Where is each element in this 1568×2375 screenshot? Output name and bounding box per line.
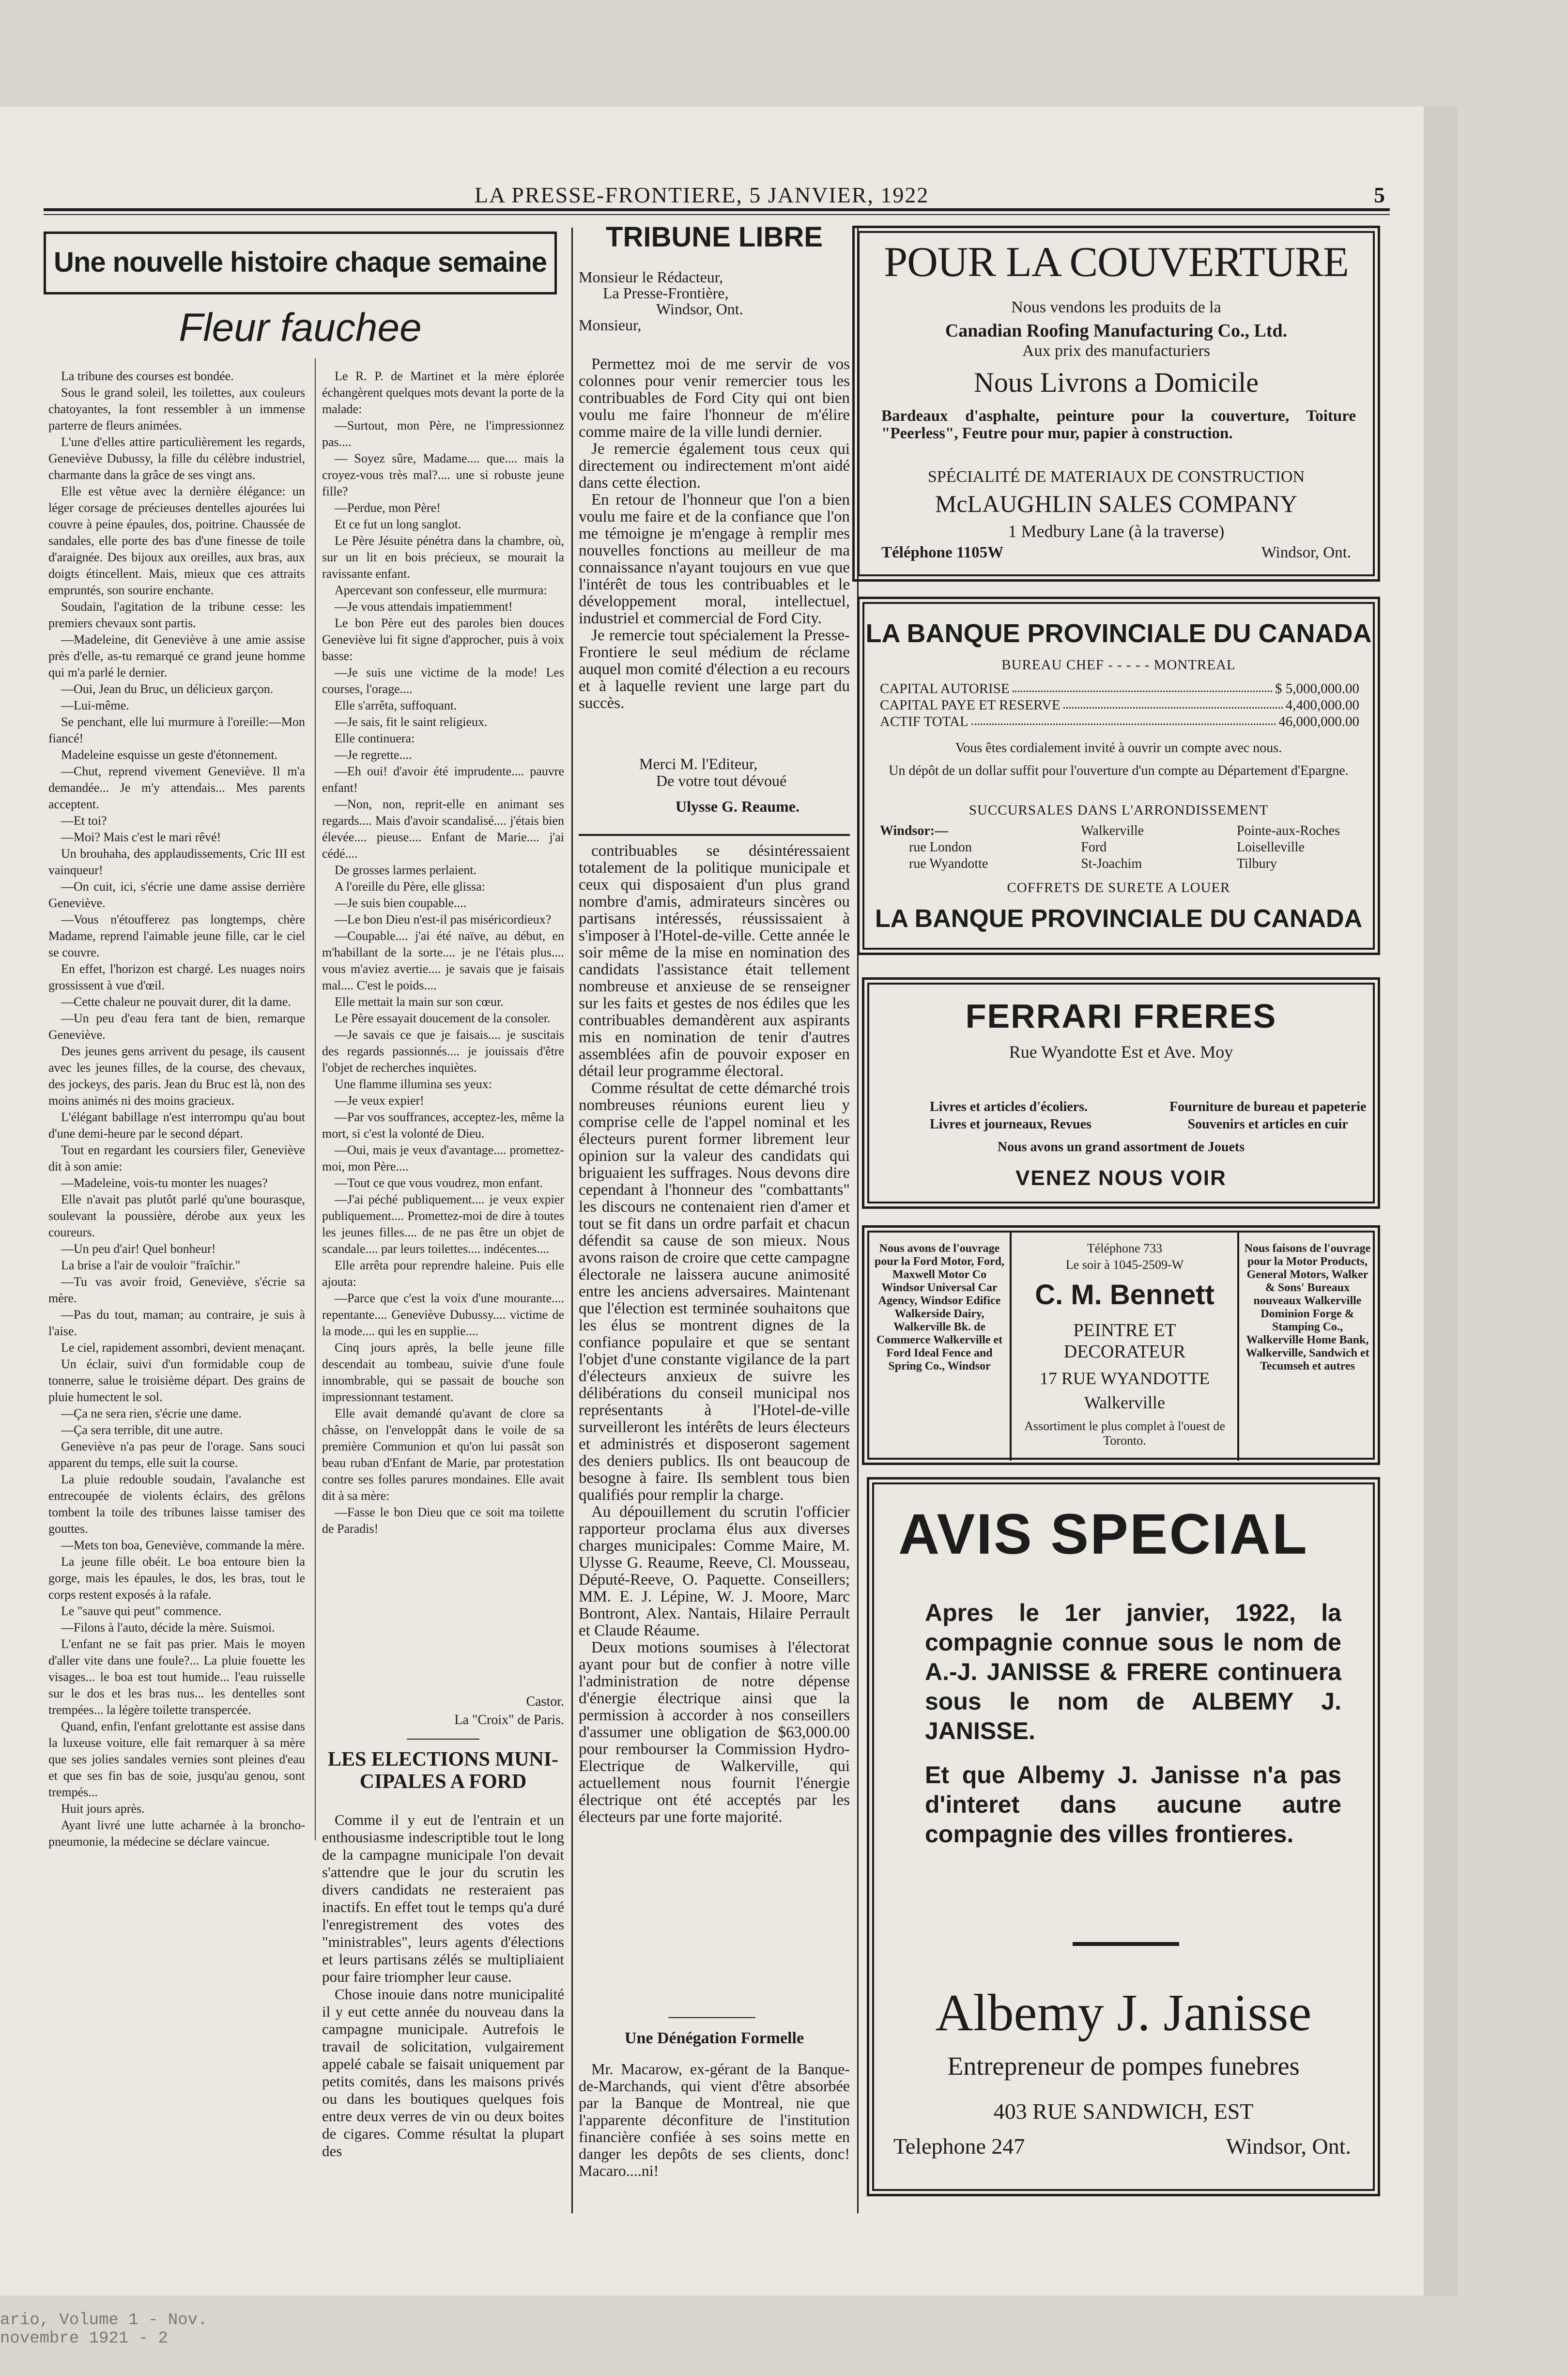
story-paragraph: —Mets ton boa, Geneviève, commande la mère. xyxy=(61,1538,305,1552)
figure-value: 4,400,000.00 xyxy=(1285,697,1359,713)
ferrari-cta: VENEZ NOUS VOIR xyxy=(1015,1166,1227,1190)
couverture-products: Bardeaux d'asphalte, peinture pour la couverture, Toiture "Peerless", Feutre pour mur, papier à construction. xyxy=(881,407,1356,442)
story-paragraph: —Je veux expier! xyxy=(335,1094,424,1108)
story-paragraph: —Coupable.... j'ai été naïve, au début, en m'habillant de la sorte.... je ne l'étais plus.... vous m'aviez avertie.... je savais que je faisais mal.... C'est le poids.... xyxy=(322,929,564,992)
closing-line: De votre tout dévoué xyxy=(656,772,787,789)
story-paragraph: L'une d'elles attire particulièrement les regards, Geneviève Dubussy, la fille du célèbre industriel, charmante dans la grâce de ses vingt ans. xyxy=(48,435,305,482)
story-paragraph: L'élégant babillage n'est interrompu qu'au bout d'une demi-heure par le second départ. xyxy=(48,1110,305,1141)
story-paragraph: A l'oreille du Père, elle glissa: xyxy=(335,879,485,894)
bennett-address: 17 RUE WYANDOTTE xyxy=(1039,1369,1210,1388)
tribune-letter xyxy=(579,356,850,782)
story-paragraph: Cinq jours après, la belle jeune fille descendait au tombeau, suivie d'une foule innombrable, qui se passait de bouche son impressionnant testament. xyxy=(322,1341,564,1404)
figure-label: ACTIF TOTAL xyxy=(880,714,968,729)
figure-value: $ 5,000,000.00 xyxy=(1275,681,1359,696)
story-paragraph: —Cette chaleur ne pouvait durer, dit la dame. xyxy=(61,995,291,1009)
couverture-city: Windsor, Ont. xyxy=(1261,544,1351,561)
story-paragraph: —On cuit, ici, s'écrie une dame assise derrière Geneviève. xyxy=(48,879,305,910)
tribune-rule xyxy=(579,834,850,836)
story-paragraph: Un brouhaha, des applaudissements, Cric III est vainqueur! xyxy=(48,847,305,877)
bennett-right: Nous faisons de l'ouvrage pour la Motor Products, General Motors, Walker & Sons' Bureaux nouveaux Walkerville Dominion Forge & Stamping Co., Walkerville Home Bank, Walkerville, Sandwich et Tecumseh et autres xyxy=(1244,1242,1371,1373)
story-paragraph: Le Père Jésuite pénétra dans la chambre, où, sur un lit en bois précieux, se mourait la ravissante enfant. xyxy=(322,534,564,581)
elections-paragraph: Deux motions soumises à l'électorat ayant pour but de confier à notre ville l'administration de notre dépense d'énergie électrique ainsi que la permission à accorder à nos conseillers d'assumer une obligation de $63,000.00 pour rembourser la Commission Hydro-Electrique de Walkerville, qui actuellement nous fournit l'énergie électrique ont été acceptés par les électeurs par une forte majorité. xyxy=(579,1639,850,1826)
banque-safes: COFFRETS DE SURETE A LOUER xyxy=(1007,880,1230,895)
ad-banque xyxy=(857,597,1380,955)
banque-branches xyxy=(880,823,1359,872)
masthead-rule xyxy=(44,208,1390,211)
column-divider-story xyxy=(315,358,316,1840)
tribune-paragraph: En retour de l'honneur que l'on a bien voulu me faire et de la confiance que l'on me témoigne je m'engage à remplir mes nouvelles fonctions au meilleur de ma connaissance n'ayant toujours en vue que l'intérêt de tous les contribuables et le développement moral, intellectuel, industriel et commercial de Ford City. xyxy=(579,491,850,627)
banque-footer: LA BANQUE PROVINCIALE DU CANADA xyxy=(875,905,1363,933)
story-paragraph: La jeune fille obéit. Le boa entoure bien la gorge, mais les épaules, le dos, les bras, tout le corps restent exposés à la rafale. xyxy=(48,1555,305,1602)
story-paragraph: Le Père essayait doucement de la consoler. xyxy=(335,1011,551,1025)
avis-title: AVIS SPECIAL xyxy=(898,1502,1308,1566)
story-paragraph: —Fasse le bon Dieu que ce soit ma toilette de Paradis! xyxy=(322,1505,564,1536)
story-paragraph: —Oui, mais je veux d'avantage.... promettez-moi, mon Père.... xyxy=(322,1143,564,1173)
story-paragraph: —Un peu d'eau fera tant de bien, remarque Geneviève. xyxy=(48,1011,305,1042)
bennett-trade: PEINTRE ET DECORATEUR xyxy=(1063,1320,1186,1362)
masthead-title: LA PRESSE-FRONTIERE, 5 JANVIER, 1922 xyxy=(475,183,929,207)
avis-rule xyxy=(1073,1942,1179,1946)
story-paragraph: —Madeleine, vois-tu monter les nuages? xyxy=(61,1176,268,1190)
page-number: 5 xyxy=(1374,183,1385,207)
branches-col-1 xyxy=(880,823,988,872)
masthead xyxy=(44,178,1385,212)
story-paragraph: Huit jours après. xyxy=(61,1802,145,1816)
bennett-phone: Téléphone 733 xyxy=(1087,1241,1163,1255)
page-edge xyxy=(1424,107,1458,2296)
branch: Walkerville xyxy=(1081,823,1144,838)
margin-line: ario, Volume 1 - Nov. xyxy=(0,2311,208,2329)
story-paragraph: Le bon Père eut des paroles bien douces Geneviève lui fit signe d'approcher, puis à voix basse: xyxy=(322,616,564,663)
ad-couverture xyxy=(852,226,1380,582)
story-paragraph: —Je suis bien coupable.... xyxy=(335,896,467,910)
story-paragraph: Elle avait demandé qu'avant de clore sa châsse, on l'enveloppât dans le voile de sa première Communion et qu'on lui passât son beau ruban d'Enfant de Marie, par protestation contre ses folles parures mondaines. Elle avait dit à sa mère: xyxy=(322,1406,564,1503)
couverture-delivery: Nous Livrons a Domicile xyxy=(974,367,1259,398)
story-paragraph: Madeleine esquisse un geste d'étonnement. xyxy=(61,748,278,762)
banque-title: LA BANQUE PROVINCIALE DU CANADA xyxy=(865,619,1372,648)
banque-invite: Vous êtes cordialement invité à ouvrir un compte avec nous. xyxy=(955,740,1282,756)
tribune-paragraph: Je remercie également tous ceux qui directement ou indirectement m'ont aidé dans cette élection. xyxy=(579,440,850,492)
denegation-text xyxy=(579,2061,850,2179)
bennett-name: C. M. Bennett xyxy=(1035,1279,1214,1311)
ferrari-right xyxy=(1169,1098,1366,1133)
story-paragraph: Quand, enfin, l'enfant grelottante est assise dans la luxeuse voiture, elle fait remarquer à sa mère que ses jolies sandales vernies sont pleines d'eau et que ses fin bas de soie, jusqu'au genou, sont trempés... xyxy=(48,1719,305,1799)
address-line: Monsieur le Rédacteur, xyxy=(579,268,723,286)
story-paragraph: Le ciel, rapidement assombri, devient menaçant. xyxy=(61,1341,305,1355)
couverture-company: Canadian Roofing Manufacturing Co., Ltd. xyxy=(945,321,1288,341)
branch: Tilbury xyxy=(1236,856,1277,871)
story-paragraph: —Par vos souffrances, acceptez-les, même la mort, si c'est la volonté de Dieu. xyxy=(322,1110,564,1141)
story-paragraph: La tribune des courses est bondée. xyxy=(61,369,234,383)
story-paragraph: —Chut, reprend vivement Geneviève. Il m'a demandée... Je m'y attendais... Mes parents acceptent. xyxy=(48,764,305,811)
couverture-line1: Nous vendons les produits de la xyxy=(1011,298,1221,316)
avis-city: Windsor, Ont. xyxy=(1226,2134,1351,2159)
story-paragraph: —Vous n'étoufferez pas longtemps, chère Madame, reprend l'aimable jeune fille, car le ciel se couvre. xyxy=(48,912,305,959)
tribune-signature: Ulysse G. Reaume. xyxy=(676,798,799,815)
story-source: La "Croix" de Paris. xyxy=(454,1712,564,1727)
avis-para2: Et que Albemy J. Janisse n'a pas d'interet dans aucune autre compagnie des villes frontieres. xyxy=(925,1761,1341,1848)
bennett-left: Nous avons de l'ouvrage pour la Ford Motor, Ford, Maxwell Motor Co Windsor Universal Car Agency, Windsor Edifice Walkerside Dairy, Walkerville Bk. de Commerce Walkerville et Ford Ideal Fence and Spring Co., Windsor xyxy=(875,1242,1004,1373)
bennett-assortment: Assortiment le plus complet à l'ouest de Toronto. xyxy=(1024,1419,1225,1448)
branch: Ford xyxy=(1081,840,1107,855)
closing-line: Merci M. l'Editeur, xyxy=(639,755,758,772)
denegation-paragraph: Mr. Macarow, ex-gérant de la Banque-de-Marchands, qui vient d'être absorbée par la Banque de Montreal, nie que l'apparente déconfiture de l'institution financière confiée à ses soins mette en danger les depôts de ses clients, donc! Macaro....ni! xyxy=(579,2060,850,2179)
ad-bennett xyxy=(862,1225,1380,1465)
tribune-address xyxy=(579,269,850,333)
story-paragraph: —Moi? Mais c'est le mari rêvé! xyxy=(61,830,221,844)
tribune-closing xyxy=(579,756,850,815)
story-paragraph: L'enfant ne se fait pas prier. Mais le moyen d'aller vite dans une foule?... La pluie fouette les visages... le boa est tout humide... l'eau ruisselle sur le dos et les bras nus... les dentelles sont trempées... la légère toilette transpercée. xyxy=(48,1637,305,1717)
story-paragraph: —Filons à l'auto, décide la mère. Suismoi. xyxy=(61,1620,275,1635)
story-divider xyxy=(407,1739,479,1740)
story-paragraph: Ayant livré une lutte acharnée à la broncho-pneumonie, la médecine se déclare vaincue. xyxy=(48,1818,305,1849)
margin-note xyxy=(0,2311,207,2348)
ferrari-item: Livres et articles d'écoliers. xyxy=(930,1099,1088,1114)
story-paragraph: —Parce que c'est la voix d'une mourante.... repentante.... Geneviève Dubussy.... victime de la mode.... qui les en supplie.... xyxy=(322,1291,564,1338)
branch: rue Wyandotte xyxy=(909,856,988,871)
story-paragraph: Sous le grand soleil, les toilettes, aux couleurs chatoyantes, la font ressembler à un immense parterre de fleurs animées. xyxy=(48,386,305,432)
story-paragraph: De grosses larmes perlaient. xyxy=(335,863,477,877)
address-line: La Presse-Frontière, xyxy=(603,284,729,302)
bennett-city: Walkerville xyxy=(1084,1393,1166,1412)
branch: Windsor:— xyxy=(880,823,949,838)
story-paragraph: —Le bon Dieu n'est-il pas miséricordieux? xyxy=(335,912,552,926)
masthead-rule-thin xyxy=(44,214,1390,215)
story-paragraph: —Je suis une victime de la mode! Les courses, l'orage.... xyxy=(322,665,564,696)
story-paragraph: Se penchant, elle lui murmure à l'oreille:—Mon fiancé! xyxy=(48,715,305,745)
story-paragraph: —Tout ce que vous voudrez, mon enfant. xyxy=(335,1176,543,1190)
ferrari-assortment: Nous avons un grand assortment de Jouets xyxy=(997,1140,1245,1155)
story-paragraph: Le R. P. de Martinet et la mère éplorée échangèrent quelques mots devant la porte de la malade: xyxy=(322,369,564,416)
avis-trade: Entrepreneur de pompes funebres xyxy=(947,2051,1300,2081)
elections-paragraph: Comme résultat de cette démarché trois nombreuses réunions eurent lieu y comprise celle de l'appel nominal et les électeurs purent former librement leur opinion sur la valeur des candidats qui briguaient les suffrages. Nous devons dire cependant à l'honneur des "combattants" les discours ne contenaient rien d'amer et tout se fit dans un ordre parfait et chacun défendit sa cause de son mieux. Nous avons raison de croire que cette campagne électorale ne laissera aucune animosité entre les anciens adversaires. Maintenant que l'élection est terminée souhaitons que les élus se montrent dignes de la confiance populaire et que se sentant l'objet d'une constante vigilance de la part d'électeurs anxieux de suivre les délibérations du conseil municipal nos représentants à l'Hotel-de-ville surveilleront les intérêts de leurs électeurs et administrés et disposeront sagement des deniers publics. Ils ont beaucoup de besogne à faire. Ils semblent tous bien qualifiés pour remplir la charge. xyxy=(579,1080,850,1504)
elections-title: LES ELECTIONS MUNI-CIPALES A FORD xyxy=(327,1748,559,1793)
story-paragraph: Des jeunes gens arrivent du pesage, ils causent avec les jeunes filles, de la course, des chevaux, des jockeys, des paris. Jean du Bruc est là, non des moins animés ni des moins gracieux. xyxy=(48,1044,305,1108)
story-paragraph: —Oui, Jean du Bruc, un délicieux garçon. xyxy=(61,682,274,696)
story-paragraph: Elle s'arrêta, suffoquant. xyxy=(335,698,457,712)
avis-name: Albemy J. Janisse xyxy=(935,1984,1312,2042)
story-banner-box xyxy=(44,231,557,294)
story-paragraph: La brise a l'air de vouloir "fraîchir." xyxy=(61,1258,241,1272)
branch: St-Joachim xyxy=(1081,856,1142,871)
story-paragraph: Elle arrêta pour reprendre haleine. Puis elle ajouta: xyxy=(322,1258,564,1289)
story-paragraph: —Eh oui! d'avoir été imprudente.... pauvre enfant! xyxy=(322,764,564,795)
story-paragraph: —Perdue, mon Père! xyxy=(335,501,441,515)
margin-line: novembre 1921 - 2 xyxy=(0,2329,168,2348)
elections-text xyxy=(322,1811,564,2213)
ferrari-item: Fourniture de bureau et papeterie xyxy=(1169,1099,1367,1114)
story-paragraph: En effet, l'horizon est chargé. Les nuages noirs grossissent à vue d'œil. xyxy=(48,962,305,992)
couverture-line2: Aux prix des manufacturiers xyxy=(1022,342,1211,360)
tribune-salutation: Monsieur, xyxy=(579,316,642,334)
banque-branches-title: SUCCURSALES DANS L'ARRONDISSEMENT xyxy=(968,802,1269,818)
ferrari-item: Livres et journeaux, Revues xyxy=(930,1117,1091,1132)
story-paragraph: —Ça ne sera rien, s'écrie une dame. xyxy=(61,1406,242,1420)
story-paragraph: Tout en regardant les coursiers filer, Geneviève dit à son amie: xyxy=(48,1143,305,1173)
story-paragraph: —Je savais ce que je faisais.... je suscitais des regards passionnés.... je jouissais d'être l'objet de recherches inquiètes. xyxy=(322,1028,564,1075)
story-paragraph: La pluie redouble soudain, l'avalanche est entrecoupée de violents éclairs, des grêlons tombent la toile des tribunes laisse tamiser des gouttes. xyxy=(48,1472,305,1536)
couverture-phone: Téléphone 1105W xyxy=(881,544,1004,561)
story-banner: Une nouvelle histoire chaque semaine xyxy=(54,247,547,278)
story-paragraph: Elle mettait la main sur son cœur. xyxy=(335,995,504,1009)
story-paragraph: —Et toi? xyxy=(61,814,107,828)
story-paragraph: —Un peu d'air! Quel bonheur! xyxy=(61,1242,216,1256)
story-paragraph: Elle continuera: xyxy=(335,731,415,745)
avis-para1: Apres le 1er janvier, 1922, la compagnie connue sous le nom de A.-J. JANISSE & FRERE continuera sous le nom de ALBEMY J. JANISSE. xyxy=(925,1599,1341,1744)
story-paragraph: —Madeleine, dit Geneviève à une amie assise près d'elle, as-tu remarqué ce grand jeune homme qui m'a parlé le dernier. xyxy=(48,632,305,679)
denegation-divider xyxy=(668,2017,755,2018)
ad-ferrari xyxy=(862,977,1380,1209)
address-line: Windsor, Ont. xyxy=(656,300,743,318)
story-paragraph: —Pas du tout, maman; au contraire, je suis à l'aise. xyxy=(48,1308,305,1338)
story-paragraph: —Je vous attendais impatiemment! xyxy=(335,600,513,614)
story-paragraph: Elle n'avait pas plutôt parlé qu'une bourasque, soulevant la poussière, dérobe aux yeux les coureurs. xyxy=(48,1192,305,1239)
avis-address: 403 RUE SANDWICH, EST xyxy=(993,2099,1254,2124)
story-paragraph: Et ce fut un long sanglot. xyxy=(335,517,461,531)
couverture-speciality: SPÉCIALITÉ DE MATERIAUX DE CONSTRUCTION xyxy=(927,468,1305,486)
story-paragraph: —Ça sera terrible, dit une autre. xyxy=(61,1423,223,1437)
ad-avis xyxy=(867,1477,1380,2196)
story-paragraph: —Non, non, reprit-elle en animant ses regards.... Mais d'avoir scandalisé.... j'étais bien élevée.... pieuse.... Enfant de Marie.... j'ai cédé.... xyxy=(322,797,564,861)
branches-col-2 xyxy=(1081,823,1144,872)
ferrari-address: Rue Wyandotte Est et Ave. Moy xyxy=(1009,1042,1233,1062)
story-paragraph: Apercevant son confesseur, elle murmura: xyxy=(335,583,547,597)
ferrari-title: FERRARI FRERES xyxy=(965,997,1277,1035)
elections-paragraph: Comme il y eut de l'entrain et un enthousiasme indescriptible tout le long de la campagne municipale l'on devait s'attendre que le jour du scrutin les divers candidats ne resteraient pas inactifs. En effet tout le temps qu'a duré l'enregistrement des votes des "ministrables", leurs agents d'élections et leurs partisans zélés se multipliaient pour faire triompher leur cause. xyxy=(322,1811,564,1985)
elections-continued xyxy=(579,843,850,2029)
branches-col-3 xyxy=(1237,823,1359,872)
couverture-title: POUR LA COUVERTURE xyxy=(884,239,1349,286)
banque-figures xyxy=(880,680,1359,730)
elections-paragraph: Chose inouie dans notre municipalité il y eut cette année du nouveau dans la campagne municipale. Autrefois le travail de solicitation, vulgairement appelé cabale se faisait uniquement par petits comités, dans les maisons privés ou dans les boutiques quelques fois entre deux verres de vin ou deux boites de cigares. Comme résultat la plupart des xyxy=(322,1986,564,2159)
story-paragraph: Un éclair, suivi d'un formidable coup de tonnerre, salue le troisième départ. Des grains de pluie humectent le sol. xyxy=(48,1357,305,1404)
story-column-1 xyxy=(48,368,305,2223)
tribune-paragraph: Permettez moi de me servir de vos colonnes pour venir remercier tous les contribuables de Ford City qui ont bien voulu me faire l'honneur de m'élire comme maire de la ville lundi dernier. xyxy=(579,356,850,441)
story-paragraph: Une flamme illumina ses yeux: xyxy=(335,1077,492,1091)
banque-chief: BUREAU CHEF - - - - - MONTREAL xyxy=(1001,657,1236,673)
elections-paragraph: Au dépouillement du scrutin l'officier rapporteur proclama élus aux diverses charges municipales: Comme Maire, M. Ulysse G. Reaume, Reeve, Cl. Mousseau, Député-Reeve, O. Paquette. Conseillers; MM. E. J. Lépine, W. J. Moore, Marc Bontront, Alex. Nantais, Hilaire Perrault et Claude Réaume. xyxy=(579,1503,850,1639)
story-paragraph: Geneviève n'a pas peur de l'orage. Sans souci apparent du temps, elle suit la course. xyxy=(48,1439,305,1470)
branch: Loiselleville xyxy=(1236,840,1305,855)
banque-deposit: Un dépôt de un dollar suffit pour l'ouverture d'un compte au Département d'Epargne. xyxy=(889,763,1349,778)
branch: Pointe-aux-Roches xyxy=(1236,823,1340,838)
story-signature: Castor. xyxy=(526,1694,564,1709)
figure-value: 46,000,000.00 xyxy=(1278,714,1359,729)
story-paragraph: —Tu vas avoir froid, Geneviève, s'écrie sa mère. xyxy=(48,1275,305,1305)
elections-paragraph: contribuables se désintéressaient totalement de la politique municipale et ceux qui disposaient d'un plus grand nombre d'amis, admirateurs sincères ou partisans intéressés, réussissaient à s'imposer à l'Hotel-de-ville. Cette année le soir même de la mise en nomination des candidats l'assistance était tellement nombreuse et anxieuse de se renseigner sur les faits et gestes de nos édiles que les contribuables demandèrent aux aspirants mis en nomination de tenir d'autres assemblées afin de pouvoir exposer en détail leur programme électoral. xyxy=(579,843,850,1080)
story-paragraph: Soudain, l'agitation de la tribune cesse: les premiers chevaux sont partis. xyxy=(48,600,305,630)
bennett-evening: Le soir à 1045-2509-W xyxy=(1065,1258,1184,1272)
story-paragraph: Le "sauve qui peut" commence. xyxy=(61,1604,221,1618)
avis-phone: Telephone 247 xyxy=(893,2134,1025,2159)
ferrari-item: Souvenirs et articles en cuir xyxy=(1187,1117,1348,1132)
tribune-paragraph: Je remercie tout spécialement la Presse-Frontiere le seul médium de réclame auquel mon comité d'élection a eu recours et à laquelle revient une large part du succès. xyxy=(579,627,850,712)
story-paragraph: — Soyez sûre, Madame.... que.... mais la croyez-vous très mal?.... une si robuste jeune fille? xyxy=(322,451,564,498)
story-paragraph: —J'ai péché publiquement.... je veux expier publiquement.... Promettez-moi de dire à toutes les jeunes filles.... de ne pas être un objet de scandale.... par leurs toilettes.... indécentes.... xyxy=(322,1192,564,1256)
story-title: Fleur fauchee xyxy=(179,306,422,350)
story-paragraph: —Surtout, mon Père, ne l'impressionnez pas.... xyxy=(322,418,564,449)
story-paragraph: Elle est vêtue avec la dernière élégance: un léger corsage de précieuses dentelles ajourées lui couvre à peine épaules, dos, poitrine. Chaussée de sandales, elle porte des bas d'une finesse de toile d'araignée. Des bijoux aux oreilles, aux bras, aux doigts étincellent. Mais, mieux que ces attraits empruntés, son sourire enchante. xyxy=(48,484,305,597)
couverture-address: 1 Medbury Lane (à la traverse) xyxy=(1008,522,1225,541)
story-paragraph: —Je sais, fit le saint religieux. xyxy=(335,715,488,729)
ferrari-left xyxy=(930,1098,1091,1133)
branch: rue London xyxy=(909,840,972,855)
column-divider-1 xyxy=(571,228,573,2213)
story-paragraph: —Lui-même. xyxy=(61,698,129,712)
figure-label: CAPITAL AUTORISE xyxy=(880,681,1010,696)
figure-label: CAPITAL PAYE ET RESERVE xyxy=(880,697,1061,713)
tribune-title: TRIBUNE LIBRE xyxy=(606,221,823,253)
couverture-seller: McLAUGHLIN SALES COMPANY xyxy=(935,490,1298,517)
story-column-2 xyxy=(322,368,564,1690)
story-paragraph: —Je regrette.... xyxy=(335,748,412,762)
denegation-title: Une Dénégation Formelle xyxy=(624,2029,804,2047)
